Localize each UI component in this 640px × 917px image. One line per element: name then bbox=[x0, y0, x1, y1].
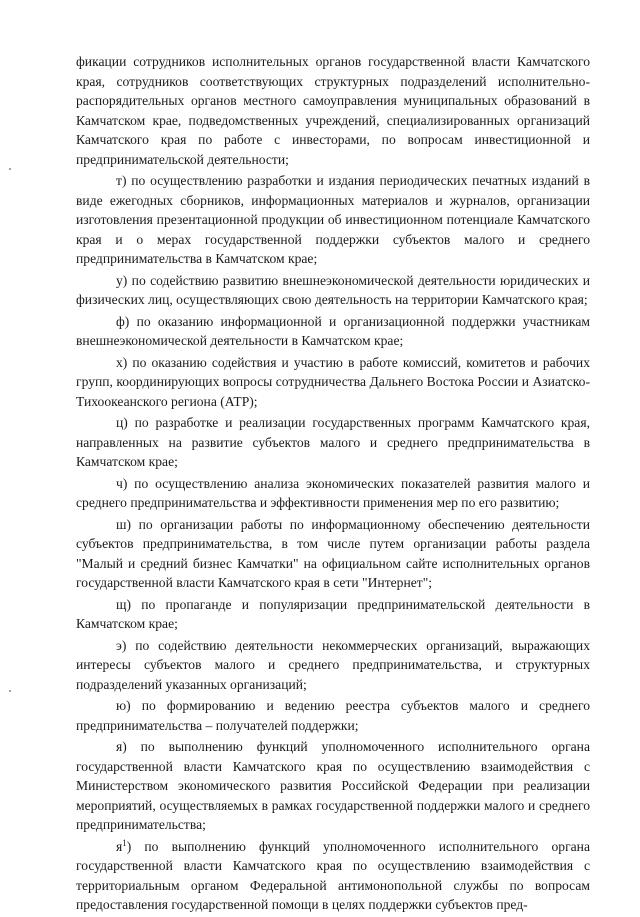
paragraph: у) по содействию развитию внешнеэкономической деятельности юридических и физических лиц, осуществляющих свою деятельность на территории Камчатского края; bbox=[76, 272, 590, 307]
paragraph: щ) по пропаганде и популяризации предпринимательской деятельности в Камчатском крае; bbox=[76, 596, 590, 631]
paragraph: я) по выполнению функций уполномоченного исполнительного органа государственной власти Камчатского края по осуществлению взаимодействия с Министерством экономического развития Российской Федерации при реализации мероприятий, осуществляемых в рамках государственной поддержки малого и среднего предпринимательства; bbox=[76, 739, 590, 832]
document-body bbox=[76, 52, 590, 917]
paragraph: х) по оказанию содействия и участию в работе комиссий, комитетов и рабочих групп, координирующих вопросы сотрудничества Дальнего Востока России и Азиатско-Тихоокеанского региона (АТР); bbox=[76, 354, 590, 409]
paragraph: фикации сотрудников исполнительных органов государственной власти Камчатского края, сотрудников соответствующих структурных подразделений исполнительно-распорядительных органов местного самоуправления муниципальных образований в Камчатском крае, подведомственных учреждений, специализированных организаций Камчатского края по работе с инвесторами, по вопросам инвестиционной и предпринимательской деятельности; bbox=[76, 54, 590, 167]
scan-speck bbox=[9, 168, 11, 170]
paragraph: ф) по оказанию информационной и организационной поддержки участникам внешнеэкономической деятельности в Камчатском крае; bbox=[76, 313, 590, 348]
paragraph: ч) по осуществлению анализа экономических показателей развития малого и среднего предпринимательства и эффективности применения мер по его развитию; bbox=[76, 475, 590, 510]
paragraph: ш) по организации работы по информационному обеспечению деятельности субъектов предпринимательства, в том числе путем организации работы раздела "Малый и средний бизнес Камчатки" на официальном сайте исполнительных органов государственной власти Камчатского края в сети "Интернет"; bbox=[76, 516, 590, 590]
paragraph: т) по осуществлению разработки и издания периодических печатных изданий в виде ежегодных сборников, информационных материалов и журналов, организации изготовления презентационной продукции об инвестиционном потенциале Камчатского края и о мерах государственной поддержки субъектов малого и среднего предпринимательства в Камчатском крае; bbox=[76, 173, 590, 266]
paragraph: ц) по разработке и реализации государственных программ Камчатского края, направленных на развитие субъектов малого и среднего предпринимательства в Камчатском крае; bbox=[76, 415, 590, 469]
item-letter: я bbox=[116, 838, 123, 854]
paragraph-text: ) по выполнению функций уполномоченного исполнительного органа государственной власти Камчатского края по осуществлению взаимодействия с территориальным органом Федеральной антимонопольной службы по вопросам предоставления государственной помощи в целях поддержки субъектов пред- bbox=[76, 838, 590, 912]
paragraph: э) по содействию деятельности некоммерческих организаций, выражающих интересы субъектов малого и среднего предпринимательства, и структурных подразделений указанных организаций; bbox=[76, 637, 590, 692]
item-superscript: 1 bbox=[122, 837, 127, 848]
scan-speck bbox=[9, 690, 11, 692]
paragraph-last bbox=[76, 837, 590, 915]
paragraph: ю) по формированию и ведению реестра субъектов малого и среднего предпринимательства – получателей поддержки; bbox=[76, 698, 590, 733]
